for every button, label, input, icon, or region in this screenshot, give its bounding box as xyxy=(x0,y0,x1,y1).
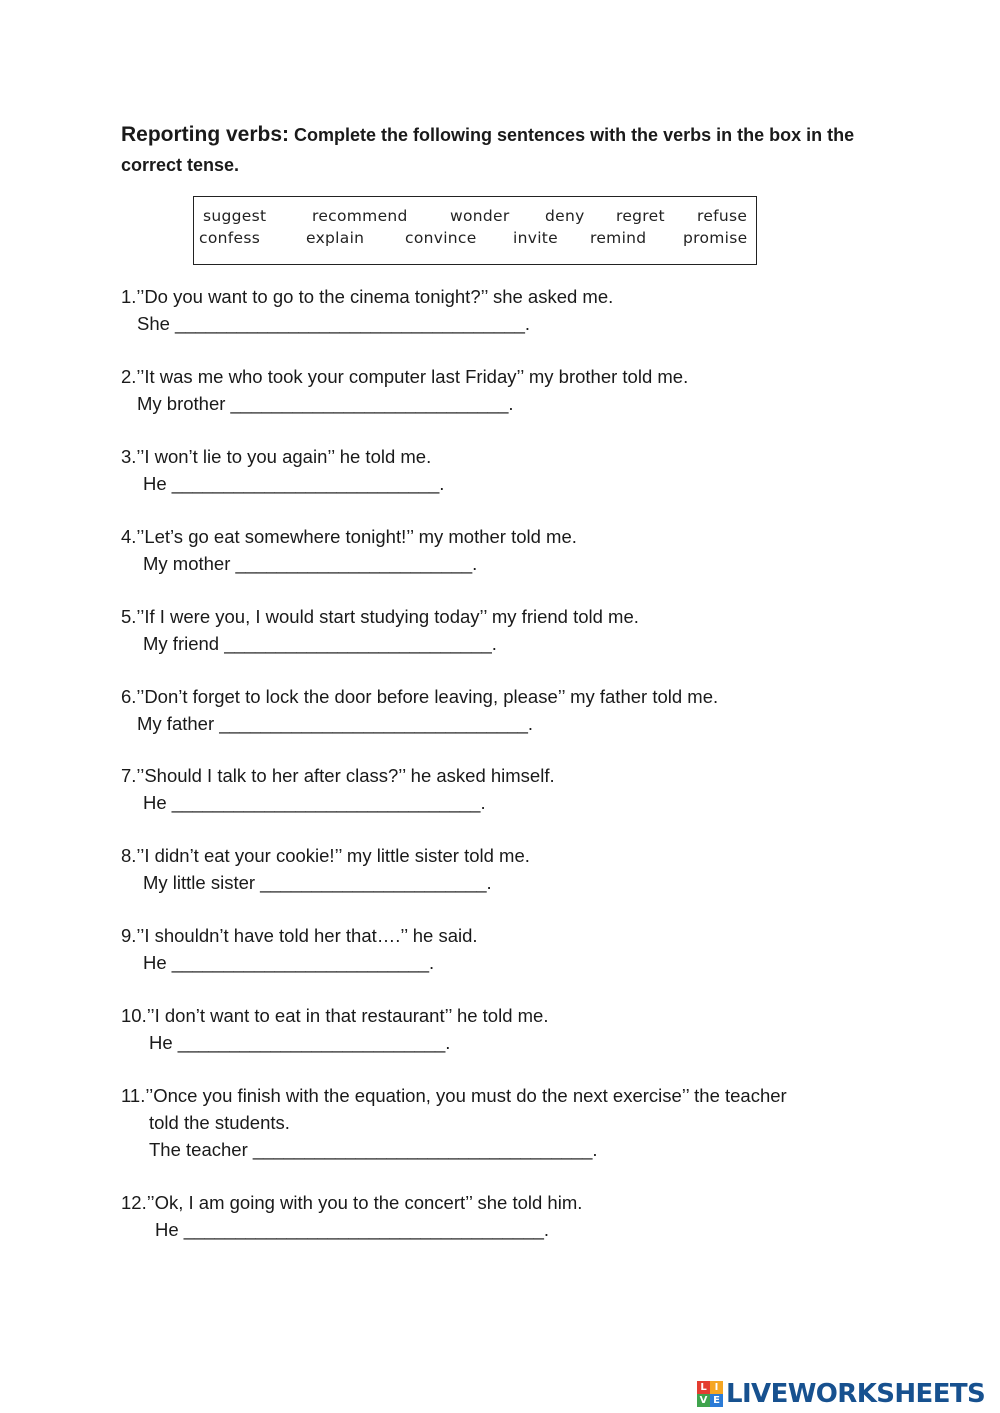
verb-item: explain xyxy=(306,229,365,247)
question-11 xyxy=(121,1082,787,1163)
answer-line[interactable]: He ______________________________. xyxy=(143,792,486,813)
question-10 xyxy=(121,1002,548,1056)
question-prompt: 6.’’Don’t forget to lock the door before leaving, please’’ my father told me. xyxy=(121,686,719,707)
title-instruction: Complete the following sentences with the verbs in the box in the correct tense. xyxy=(121,125,855,175)
answer-line[interactable]: She __________________________________. xyxy=(137,313,531,334)
verb-box xyxy=(193,196,757,265)
question-prompt: 7.’’Should I talk to her after class?’’ he asked himself. xyxy=(121,765,555,786)
verb-item: convince xyxy=(405,229,477,247)
question-prompt: 12.’’Ok, I am going with you to the concert’’ she told him. xyxy=(121,1192,583,1213)
logo-badge-cell: V xyxy=(697,1394,710,1407)
answer-line[interactable]: He __________________________. xyxy=(149,1032,451,1053)
answer-line[interactable]: My brother ___________________________. xyxy=(137,393,514,414)
answer-line[interactable]: He ___________________________________. xyxy=(155,1219,550,1240)
question-prompt: 11.’’Once you finish with the equation, you must do the next exercise’’ the teacher xyxy=(121,1085,787,1106)
question-2 xyxy=(121,363,688,417)
answer-line[interactable]: My friend __________________________. xyxy=(143,633,497,654)
question-prompt: 8.’’I didn’t eat your cookie!’’ my little sister told me. xyxy=(121,845,530,866)
question-7 xyxy=(121,762,555,816)
verb-item: invite xyxy=(513,229,559,247)
question-8 xyxy=(121,842,530,896)
question-6 xyxy=(121,683,718,737)
question-prompt: 9.’’I shouldn’t have told her that….’’ he said. xyxy=(121,925,478,946)
answer-line[interactable]: He __________________________. xyxy=(143,473,445,494)
title-lead: Reporting verbs: xyxy=(121,123,290,146)
logo-badge-icon xyxy=(697,1381,723,1407)
question-prompt: 4.’’Let’s go eat somewhere tonight!’’ my mother told me. xyxy=(121,526,577,547)
logo-badge-cell: E xyxy=(710,1394,723,1407)
answer-line[interactable]: He _________________________. xyxy=(143,952,435,973)
question-1 xyxy=(121,283,613,337)
question-prompt: 10.’’I don’t want to eat in that restaurant’’ he told me. xyxy=(121,1005,549,1026)
verb-item: promise xyxy=(683,229,748,247)
question-12 xyxy=(121,1189,582,1243)
question-3 xyxy=(121,443,444,497)
worksheet-title xyxy=(121,121,861,181)
verb-item: confess xyxy=(199,229,261,247)
question-4 xyxy=(121,523,577,577)
answer-line[interactable]: The teacher _________________________________. xyxy=(149,1139,598,1160)
logo-text: LIVEWORKSHEETS xyxy=(726,1379,986,1409)
question-prompt: 1.’’Do you want to go to the cinema tonight?’’ she asked me. xyxy=(121,286,614,307)
question-prompt-continuation: told the students. xyxy=(149,1112,290,1133)
verb-item: recommend xyxy=(312,207,408,225)
question-prompt: 2.’’It was me who took your computer last Friday’’ my brother told me. xyxy=(121,366,689,387)
answer-line[interactable]: My little sister ______________________. xyxy=(143,872,492,893)
verb-item: regret xyxy=(616,207,665,225)
verb-item: suggest xyxy=(203,207,267,225)
verb-item: wonder xyxy=(450,207,510,225)
answer-line[interactable]: My father ______________________________. xyxy=(137,713,534,734)
logo-badge-cell: I xyxy=(710,1381,723,1394)
logo-badge-cell: L xyxy=(697,1381,710,1394)
answer-line[interactable]: My mother _______________________. xyxy=(143,553,478,574)
liveworksheets-logo xyxy=(697,1377,985,1411)
question-9 xyxy=(121,922,478,976)
verb-item: refuse xyxy=(697,207,748,225)
question-prompt: 3.’’I won’t lie to you again’’ he told me. xyxy=(121,446,432,467)
verb-item: remind xyxy=(590,229,647,247)
question-prompt: 5.’’If I were you, I would start studying today’’ my friend told me. xyxy=(121,606,639,627)
verb-item: deny xyxy=(545,207,585,225)
question-5 xyxy=(121,603,639,657)
